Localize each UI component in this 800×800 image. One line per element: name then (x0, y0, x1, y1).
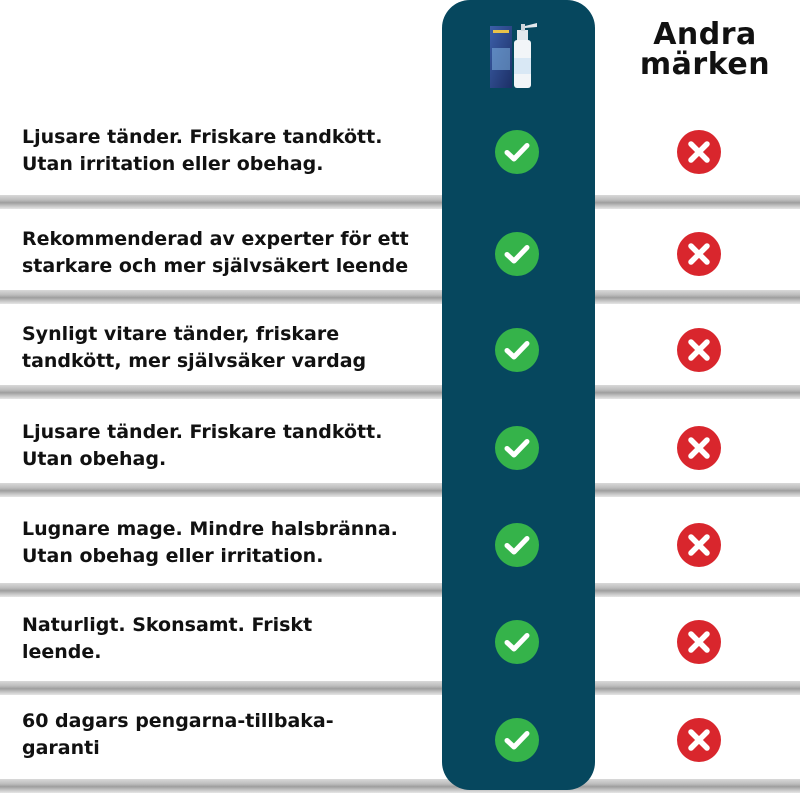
feature-text (22, 516, 432, 570)
check-icon (494, 129, 540, 175)
feature-line: tandkött, mer självsäker vardag (22, 350, 367, 372)
feature-line: Lugnare mage. Mindre halsbränna. (22, 518, 398, 540)
feature-text (22, 124, 432, 178)
row-divider (0, 583, 800, 597)
feature-line: 60 dagars pengarna-tillbaka- (22, 710, 334, 732)
feature-line: Rekommenderad av experter för ett (22, 228, 409, 250)
cross-icon (676, 619, 722, 665)
feature-line: Naturligt. Skonsamt. Friskt (22, 614, 313, 636)
check-icon (494, 717, 540, 763)
check-icon (494, 522, 540, 568)
feature-text (22, 226, 432, 280)
row-divider (0, 681, 800, 695)
feature-line: Utan irritation eller obehag. (22, 153, 324, 175)
spray-bottle-with-box-icon (488, 18, 548, 92)
feature-text (22, 612, 432, 666)
feature-line: leende. (22, 641, 102, 663)
heading-line: märken (639, 47, 771, 82)
feature-line: Utan obehag eller irritation. (22, 545, 324, 567)
cross-icon (676, 231, 722, 277)
cross-icon (676, 327, 722, 373)
feature-text (22, 419, 432, 473)
feature-text (22, 321, 432, 375)
product-column (442, 0, 595, 790)
cross-icon (676, 129, 722, 175)
row-divider (0, 195, 800, 209)
feature-line: Ljusare tänder. Friskare tandkött. (22, 126, 383, 148)
cross-icon (676, 425, 722, 471)
check-icon (494, 425, 540, 471)
cross-icon (676, 717, 722, 763)
row-divider (0, 483, 800, 497)
row-divider (0, 779, 800, 793)
feature-text (22, 708, 432, 762)
row-divider (0, 385, 800, 399)
feature-line: starkare och mer självsäkert leende (22, 255, 409, 277)
feature-line: Synligt vitare tänder, friskare (22, 323, 340, 345)
check-icon (494, 231, 540, 277)
cross-icon (676, 522, 722, 568)
check-icon (494, 619, 540, 665)
check-icon (494, 327, 540, 373)
feature-line: garanti (22, 737, 100, 759)
competitors-heading (610, 17, 800, 82)
feature-line: Utan obehag. (22, 448, 167, 470)
row-divider (0, 290, 800, 304)
heading-line: Andra (653, 17, 757, 52)
feature-line: Ljusare tänder. Friskare tandkött. (22, 421, 383, 443)
